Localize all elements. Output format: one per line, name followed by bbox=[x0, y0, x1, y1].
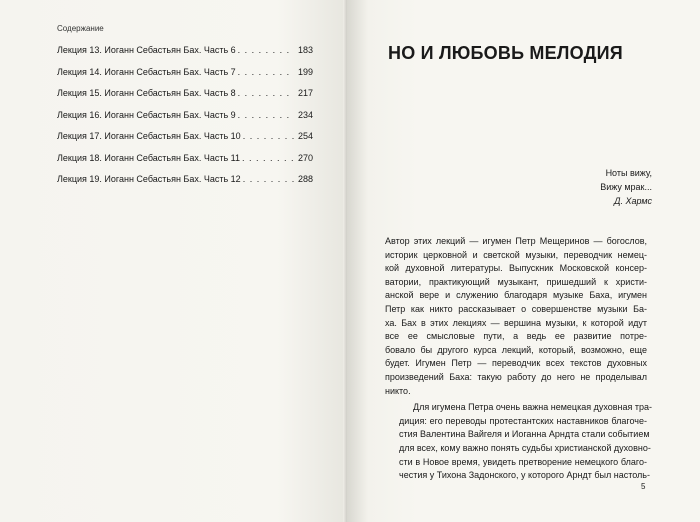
toc-leader-dots bbox=[236, 88, 294, 99]
toc-leader-dots bbox=[241, 131, 294, 142]
toc-entry-page: 234 bbox=[297, 109, 313, 120]
toc-leader-dots bbox=[236, 110, 294, 121]
running-head: Содержание bbox=[57, 24, 104, 33]
body-line: произведений Баха: такую работу до него не проделывал bbox=[385, 371, 647, 382]
table-of-contents bbox=[57, 45, 313, 196]
epigraph-line: Ноты вижу, bbox=[605, 168, 652, 178]
toc-entry bbox=[57, 153, 313, 164]
body-line: диция: его переводы протестантских наставников благоче- bbox=[399, 415, 647, 426]
toc-entry-title: Лекция 14. Иоганн Себастьян Бах. Часть 7 bbox=[57, 66, 236, 77]
toc-leader-dots bbox=[241, 174, 294, 185]
body-line: честия у Тихона Задонского, у которого Арндт был настоль- bbox=[399, 470, 650, 481]
toc-entry-page: 254 bbox=[297, 131, 313, 141]
toc-entry bbox=[57, 88, 313, 99]
body-line: кой духовной литературы. Выпускник Московской консер- bbox=[385, 263, 647, 274]
body-line: анской вере и служению благодаря музыке Баха, игумен bbox=[385, 290, 647, 301]
epigraph-author: Д. Хармс bbox=[614, 196, 652, 206]
chapter-title: НО И ЛЮБОВЬ МЕЛОДИЯ bbox=[388, 43, 623, 63]
body-line: Для игумена Петра очень важна немецкая духовная тра- bbox=[413, 402, 653, 413]
toc-leader-dots bbox=[240, 153, 294, 164]
toc-entry-title: Лекция 16. Иоганн Себастьян Бах. Часть 9 bbox=[57, 109, 236, 120]
toc-entry-page: 199 bbox=[297, 66, 313, 77]
toc-entry-title: Лекция 17. Иоганн Себастьян Бах. Часть 10 bbox=[57, 131, 241, 141]
toc-entry bbox=[57, 45, 313, 56]
body-text bbox=[385, 235, 653, 483]
toc-entry-title: Лекция 13. Иоганн Себастьян Бах. Часть 6 bbox=[57, 45, 236, 55]
body-line: бовало бы другого курса лекций, который, возможно, еще bbox=[385, 344, 647, 355]
toc-entry-title: Лекция 15. Иоганн Себастьян Бах. Часть 8 bbox=[57, 88, 236, 98]
toc-leader-dots bbox=[236, 67, 294, 78]
body-line: Автор этих лекций — игумен Петр Мещеринов — богослов, bbox=[385, 236, 647, 246]
body-line: никто. bbox=[385, 385, 411, 396]
body-line: историк церковной и светской музыки, переводчик немец- bbox=[385, 249, 647, 260]
toc-entry bbox=[57, 110, 313, 121]
body-line: будет. Игумен Петр — переводчик всех текстов духовных bbox=[385, 358, 647, 369]
epigraph bbox=[600, 166, 652, 208]
toc-entry-page: 288 bbox=[297, 174, 313, 184]
body-line: стия Валентина Вайгеля и Иоганна Арндта стали событием bbox=[399, 429, 650, 440]
body-line: сти в Новое время, увидеть претворение немецкого благо- bbox=[399, 456, 647, 467]
toc-leader-dots bbox=[236, 45, 294, 56]
body-line: для всех, кому важно понять судьбы христианской духовно- bbox=[399, 442, 651, 453]
epigraph-line: Вижу мрак... bbox=[600, 182, 652, 192]
toc-entry-title: Лекция 18. Иоганн Себастьян Бах. Часть 11 bbox=[57, 152, 241, 163]
body-paragraph bbox=[385, 401, 653, 483]
toc-entry-title: Лекция 19. Иоганн Себастьян Бах. Часть 12 bbox=[57, 174, 241, 184]
left-page bbox=[0, 0, 347, 522]
body-line: ватории, практикующий музыкант, пришедший к христи- bbox=[385, 276, 647, 287]
body-line: ха. Бах в этих лекциях — вершина музыки, к которой идут bbox=[385, 317, 647, 328]
page-number: 5 bbox=[641, 482, 646, 491]
body-line: Петр как никто рассказывает о совершенстве музыки Ба- bbox=[385, 303, 647, 314]
toc-entry bbox=[57, 174, 313, 185]
toc-entry-page: 270 bbox=[297, 152, 313, 163]
toc-entry-page: 183 bbox=[297, 45, 313, 55]
body-line: все ее смысловые пути, а ведь ее развитие потре- bbox=[385, 331, 647, 342]
body-paragraph bbox=[385, 235, 647, 398]
toc-entry-page: 217 bbox=[297, 88, 313, 98]
toc-entry bbox=[57, 131, 313, 142]
toc-entry bbox=[57, 67, 313, 78]
